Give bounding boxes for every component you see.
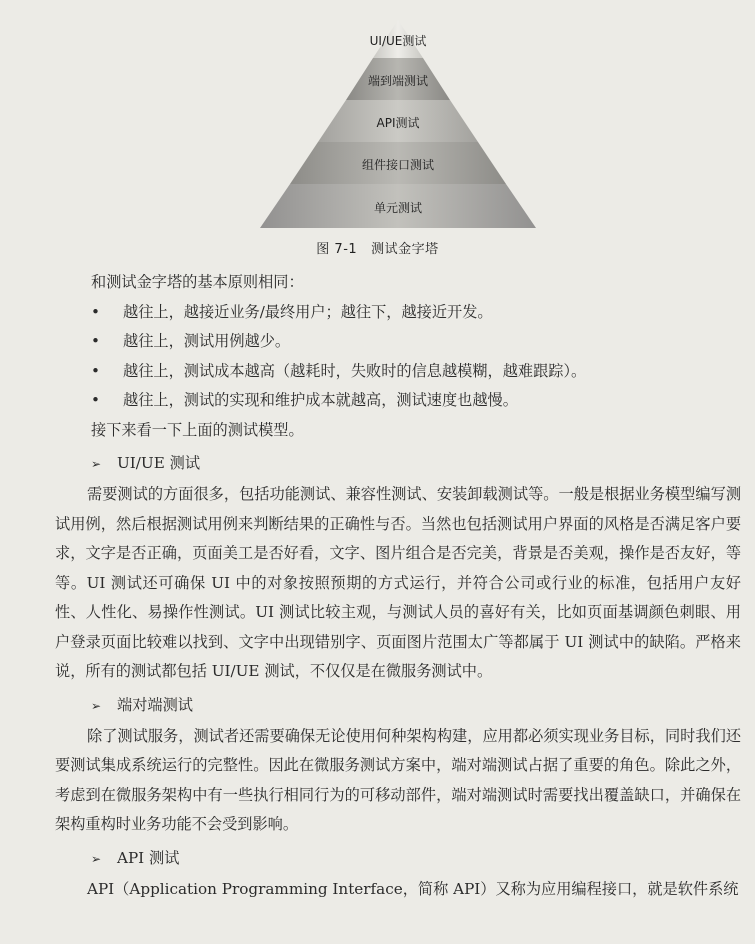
pyramid-label-component: 组件接口测试 [361,158,435,172]
list-item: • 越往上，越接近业务/最终用户；越往下，越接近开发。 [55,298,741,328]
bullet-icon: • [91,302,100,321]
section-heading-api: ➢ API 测试 [55,842,741,875]
transition-text: 接下来看一下上面的测试模型。 [91,420,304,439]
intro-text: 和测试金字塔的基本原则相同： [91,273,304,291]
arrow-bullet-icon: ➢ [91,851,102,866]
section-heading-e2e: ➢ 端对端测试 [55,689,741,722]
section-body-api: API（Application Programming Interface，简称 API）又称为应用编程接口，就是软件系统 [87,879,739,898]
section-body-ui: 需要测试的方面很多，包括功能测试、兼容性测试、安装卸载测试等。一般是根据业务模型编写测试用例，然后根据测试用例来判断结果的正确性与否。当然也包括测试用户界面的风格是否满足客户要求，文字是否正确，页面美工是否好看，文字、图片组合是否完美，背景是否美观，操作是否友好，等等。UI 测试还可确保 UI 中的对象按照预期的方式运行，并符合公司或行业的标准，包括用户友好性、人性化、易操作性测试。UI 测试比较主观，与测试人员的喜好有关，比如页面基调颜色刺眼、用户登录页面比较难以找到、文字中出现错别字、页面图片范围太广等都属于 UI 测试中的缺陷。严格来说，所有的测试都包括 UI/UE 测试，不仅仅是在微服务测试中。 [55,485,741,680]
document-body [55,268,741,904]
figure-caption [0,238,755,257]
figure-number: 图 7-1 [316,242,358,257]
arrow-bullet-icon: ➢ [91,457,102,471]
test-pyramid [230,18,566,230]
pyramid-label-e2e: 端到端测试 [367,74,429,88]
list-item: • 越往上，测试成本越高（越耗时，失败时的信息越模糊，越难跟踪）。 [55,357,741,387]
list-item: • 越往上，测试的实现和维护成本就越高，测试速度也越慢。 [55,386,741,416]
pyramid-label-api: API测试 [376,116,420,130]
figure-title: 测试金字塔 [371,242,439,257]
bullet-icon: • [91,391,100,409]
section-body-e2e: 除了测试服务，测试者还需要确保无论使用何种架构构建，应用都必须实现业务目标，同时我们还要测试集成系统运行的完整性。因此在微服务测试方案中，端对端测试占据了重要的角色。除此之外，考虑到在微服务架构中有一些执行相同行为的可移动部件，端对端测试时需要找出覆盖缺口，并确保在架构重构时业务功能不会受到影响。 [55,726,741,833]
list-item: • 越往上，测试用例越少。 [55,327,741,357]
bullet-icon: • [91,332,100,350]
pyramid-label-ui: UI/UE测试 [369,34,427,48]
pyramid-graphic [230,18,566,230]
principles-list [55,298,741,416]
section-heading-ui: ➢ UI/UE 测试 [55,447,741,480]
arrow-bullet-icon: ➢ [91,698,102,713]
bullet-icon: • [91,361,100,380]
pyramid-label-unit: 单元测试 [373,201,423,215]
